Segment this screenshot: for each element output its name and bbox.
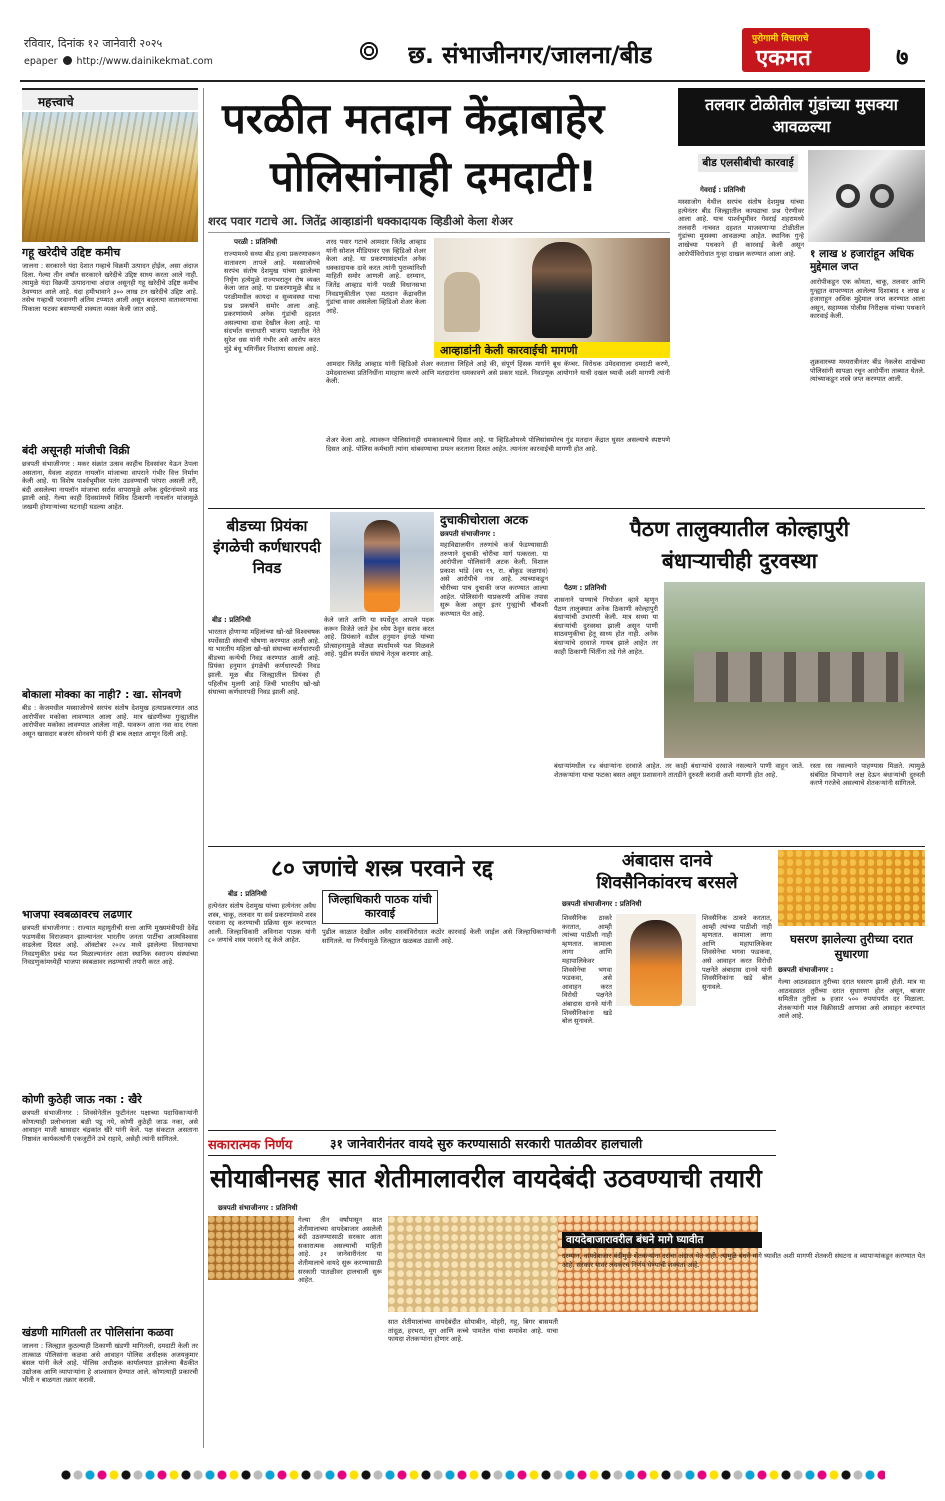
brief-text: जालना : जिल्ह्यात कुठल्याही ठिकाणी खंडणी मागितली, दमदाटी केली तर तात्काळ पोलिसांना कळवा असे आवाहन पोलिस अधीक्षक अजयकुमार बंसल यांनी केले आहे. पोलिस अधीक्षक कार्यालयात झालेल्या बैठकीत उद्योजक आणि व्यापाऱ्यांना हे आश्वासन देण्यात आले. कोणत्याही प्रकारची भीती न बाळगता तक्रार करावी. (22, 1342, 198, 1385)
issue-date: रविवार, दिनांक १२ जानेवारी २०२५ (24, 37, 163, 50)
sidebar-brief-6 (22, 1326, 198, 1454)
handcuffs-icon (836, 184, 860, 208)
tur-dateline: छत्रपती संभाजीनगर : (778, 966, 834, 974)
bike-theft-story (440, 512, 548, 842)
arms-body: हत्येनंतर संतोष देशमुख यांच्या हत्येनंतर अवैध शस्त्र, चाकू, तलवार या सर्व प्रकरणांमध्ये शस्त्र परवाना रद्द करण्याची प्रक्रिया सुरू करण्यात आली. जिल्हाधिकारी अविनाश पाठक यांनी ८० जणांचे शस्त्र परवाने रद्द केले आहेत. (208, 902, 316, 945)
priyanka-headline: बीडच्या प्रियंका इंगळेची कर्णधारपदी निवड (213, 517, 321, 577)
chickpea-photo (208, 1216, 294, 1280)
positive-banner (208, 1130, 776, 1156)
brief-headline: बंदी असूनही मांजीची विक्री (22, 444, 130, 457)
masthead-rule (20, 80, 925, 82)
brief-headline: भाजपा स्वबळावरच लढणार (22, 908, 132, 921)
right-body: मस्साजोग येथील सरपंच संतोष देशमुख यांच्या हत्येनंतर बीड जिल्ह्यातील कायद्याचा प्रश्न ऐरणीवर आला आहे. याच पार्श्वभूमीवर गेवराई शहरामध्ये तलवारी नाचवत दहशत माजवणाऱ्या टोळीतील गुंडांच्या मुसक्या आवळल्या आहेत. स्थानिक गुन्हे शाखेच्या पथकाने ही कारवाई केली असून आरोपींविरोधात गुन्हा दाखल करण्यात आला आहे. (678, 198, 804, 258)
globe-icon (63, 56, 72, 65)
lentil-photo (778, 850, 925, 926)
lead-story (208, 88, 670, 506)
epaper-url: http://www.dainikekmat.com (76, 56, 213, 67)
lead-body-col2: शरद पवार गटाचे आमदार जितेंद्र आव्हाड यांनी सोशल मीडियावर एक व्हिडिओ शेअर केला आहे. या प्रकरणासंदर्भात अनेक धक्कादायक दावे करत त्यांनी पुराव्यांनिशी माहिती समोर आणली आहे. दरम्यान, जितेंद्र आव्हाड यांनी परळी विधानसभा निवडणुकीतील एका मतदान केंद्रावरील गुंडांचा वावर असलेला व्हिडिओ शेअर केला आहे. (326, 238, 426, 315)
lead-photo (434, 238, 670, 342)
lead-headline-line2: पोलिसांनाही दमदाटी! (270, 152, 598, 201)
dam-photo (664, 582, 925, 758)
soybean-body: गेल्या तीन वर्षांपासून सात शेतीमालाच्या वायदेबाजार असलेली बंदी उठवण्यासाठी सरकार आता सकारात्मक असल्याची माहिती आहे. ३१ जानेवारीनंतर या शेतीमालाचे वायदे सुरू करण्यासाठी सरकारी पातळीवर हालचाली सुरू आहेत. (298, 1216, 382, 1285)
bike-theft-dateline: छत्रपती संभाजीनगर : (440, 530, 496, 538)
masthead (0, 0, 945, 84)
right-body-2: शुक्रवारच्या मध्यरात्रीनंतर बीड नेकलेस शाखेच्या पोलिसांनी सापळा रचून आरोपींना ताब्यात घेतले. त्यांच्याकडून शस्त्रे जप्त करण्यात आली. (810, 358, 925, 384)
arms-box-title: जिल्हाधिकारी पाठक यांची कारवाई (322, 890, 438, 924)
priyanka-body-2: केले जाते आणि या स्पर्धेतून आपले पदक करून विजेते जाते हेच ध्येय ठेवून सराव करत आहे. प्रियंकाने वडील हनुमान इंगळे यांच्या प्रोत्साहनामुळे मोठ्या स्पर्धांमध्ये यश मिळवले आहे. पुढील स्पर्धेत संघाचे नेतृत्व करणार आहे. (324, 616, 434, 659)
right-headline: तलवार टोळीतील गुंडांच्या मुसक्या आवळल्या (678, 88, 925, 146)
registration-dots (60, 1470, 885, 1480)
sidebar-brief-2 (22, 444, 198, 684)
tur-label: घसरण झालेल्या तुरीच्या दरात सुधारणा (790, 932, 913, 961)
footer-color-bar (0, 1462, 945, 1484)
lead-subhead-rule (208, 232, 670, 233)
brief-text: छत्रपती संभाजीनगर : शिवसेनेतील फुटीनंतर पक्षाच्या पदाधिकाऱ्यांनी कोणत्याही प्रलोभनाला बळी पडू नये, कोणी कुठेही जाऊ नका, असे आवाहन माजी खासदार चंद्रकांत खैरे यांनी केले. पक्ष संकटात असताना निष्ठावंत कार्यकर्त्यांनी एकजुटीने उभे राहावे, असेही त्यांनी सांगितले. (22, 1109, 198, 1143)
crowd-figure (444, 272, 480, 332)
athlete-figure (364, 520, 400, 612)
arms-dateline: बीड : प्रतिनिधी (228, 890, 267, 898)
sidebar-brief-4 (22, 908, 198, 1083)
right-dateline: गेवराई : प्रतिनिधी (700, 186, 746, 194)
right-kicker: बीड एलसीबीची कारवाई (698, 154, 798, 172)
ambadas-body-2: शिवसैनिक ठाकरे करतात, आम्ही त्यांच्या पाठीशी नाही म्हणतात. कामाला लागा आणि महापालिकेवर शिवसेनेचा भगवा फडकवा, असे आवाहन करत विरोधी पक्षनेते अंबादास दानवे यांनी शिवसैनिकांना खडे बोल सुनावले. (702, 914, 772, 991)
brief-headline: कोणी कुठेही जाऊ नका : खैरे (22, 1093, 142, 1106)
tur-body: गेल्या आठवड्यात तुरीच्या दरात घसरण झाली होती. मात्र या आठवड्यात तुरीच्या दरात सुधारणा होत असून, बाजार समितीत तुरीला ७ हजार ५०० रुपयांपर्यंत दर मिळाला. शेतकऱ्यांनी माल विक्रीसाठी आणावा असे आवाहन करण्यात आले आहे. (778, 978, 925, 1021)
futures-box-title: वायदेबाजारावरील बंधने मागे घ्यावीत (562, 1232, 762, 1248)
band2-rule (208, 846, 925, 847)
lead-photo-caption: आव्हाडांनी केली कारवाईची मागणी (434, 342, 670, 358)
brief-headline: बोकाला मोक्का का नाही? : खा. सोनवणे (22, 689, 182, 701)
soybean-dateline: छत्रपती संभाजीनगर : प्रतिनिधी (218, 1204, 298, 1212)
brand-logo (742, 28, 870, 72)
right-callout-text: आरोपीकडून एक कोयता, चाकू, तलवार आणि गुन्ह्यात वापरण्यात आलेल्या दिशाबाद १ लाख ४ हजाराहून अधिक मुद्देमाल जप्त करण्यात आला असून, सहाय्यक पोलीस निरीक्षक यांच्या पथकाने कारवाई केली. (810, 278, 925, 321)
arms-body-2: पुढील काळात देखील अवैध शस्त्रांविरोधात कठोर कारवाई केली जाईल असे जिल्हाधिकाऱ्यांनी सांगितले. या निर्णयामुळे जिल्ह्यात खळबळ उडाली आहे. (322, 928, 556, 945)
politician-portrait (532, 242, 592, 338)
color-registration-mark (360, 42, 378, 60)
sidebar-brief-3 (22, 688, 198, 868)
priyanka-photo (330, 512, 434, 612)
ambadas-headline-1: अंबादास दानवे (621, 851, 713, 871)
ambadas-body: शिवसैनिक ठाकरे करतात, आम्ही त्यांच्या पाठीशी नाही म्हणतात. कामाला लागा आणि महापालिकेवर शिवसेनेचा भगवा फडकवा, असे आवाहन करत विरोधी पक्षनेते अंबादास दानवे यांनी शिवसैनिकांना खडे बोल सुनावले. (562, 914, 612, 1026)
page-number: ७ (896, 43, 909, 71)
sidebar-label (22, 88, 198, 110)
right-story (678, 88, 925, 506)
brief-text: बीड : केजमधील मस्साजोगचे सरपंच संतोष देशमुख हत्याप्रकरणात आठ आरोपींवर मकोका लावण्यात आला आहे. मात्र खंडणीच्या गुन्ह्यातील आरोपीवर मकोका लावण्यात आलेला नाही. यावरून आता नवा वाद रंगला असून खासदार बजरंग सोनवणे यांनी ही बाब लक्षात आणून दिली आहे. (22, 704, 198, 738)
dam-wall (694, 652, 904, 702)
ambadas-photo (616, 914, 696, 1006)
brand-name: एकमत (756, 46, 811, 71)
wheat-photo (22, 112, 198, 242)
handcuffs-icon-ring (870, 184, 894, 208)
priyanka-body: भारतात होणाऱ्या महिलांच्या खो-खो विश्वचषक स्पर्धेसाठी संघाची घोषणा करण्यात आली आहे. या भारतीय महिला खो-खो संघाच्या कर्णधारपदी बीडच्या कन्येची निवड करण्यात आली आहे. प्रियंका हनुमान इंगळेची कर्णधारपदी निवड झाली. मूळ बीड जिल्ह्यातील प्रियंका ही पहिलीच मुलगी आहे जिची भारतीय खो-खो संघाच्या कर्णधारपदी निवड झाली आहे. (208, 628, 320, 697)
ambadas-portrait (630, 920, 682, 1006)
sidebar-brief-1 (22, 246, 198, 396)
paithan-body-3: रस्ता रस नसल्याने पाहण्यास मिळते. त्यामुळे संबंधित विभागाने लक्ष देऊन बंधाऱ्यांची दुरुस्ती करणे गरजेचे असल्याचे शेतकऱ्यांनी सांगितले. (810, 762, 925, 788)
lead-dateline: परळी : प्रतिनिधी (234, 238, 278, 246)
lead-headline-line1: परळीत मतदान केंद्राबाहेर (222, 94, 605, 143)
epaper-label: epaper (24, 56, 58, 67)
arms-story (208, 850, 556, 1130)
soybean-headline: सोयाबीनसह सात शेतीमालावरील वायदेबंदी उठवण्याची तयारी (210, 1164, 762, 1193)
right-callout: १ लाख ४ हजारांहून अधिक मुद्देमाल जप्त (810, 248, 914, 273)
ambadas-story (562, 850, 772, 1130)
brief-headline: गहू खरेदीचे उद्दिष्ट कमीच (22, 246, 121, 259)
sidebar (22, 88, 198, 1454)
ambadas-headline-2: शिवसैनिकांवरच बरसले (596, 873, 738, 893)
futures-box-body: दरम्यान, वायदेबाजार बंदीमुळे शेतकऱ्यांना दरांचा अंदाज येत नाही. त्यामुळे बंधने मागे घ्यावीत अशी मागणी शेतकरी संघटना व व्यापाऱ्यांकडून करण्यात येत आहे. सरकार यावर लवकरच निर्णय घेण्याची शक्यता आहे. (562, 1252, 925, 1269)
brief-headline: खंडणी मागितली तर पोलिसांना कळवा (22, 1326, 174, 1339)
lead-photo-text: आमदार जितेंद्र आव्हाड यांनी व्हिडिओ शेअर करताना लिहिले आहे की, संपूर्ण हिंसक मार्गाने बूथ कॅप्चर. विरोधक उमेदवाराला दमदाटी करणे, उमेदवाराच्या प्रतिनिधींना मारहाण करणे आणि मतदारांना धमकावणे असे प्रकार घडले. निवडणूक आयोगाने याची दखल घ्यावी अशी मागणी त्यांनी केली. (326, 360, 670, 386)
sidebar-label-text: महत्त्वाचे (38, 95, 74, 109)
sidebar-divider (203, 88, 204, 1448)
grains-photo (388, 1216, 558, 1312)
band1-rule (208, 508, 925, 509)
futures-box (562, 1232, 925, 1452)
brief-text: छत्रपती संभाजीनगर : मकर संक्रांत उत्सव काहीच दिवसांवर येऊन ठेपला असताना, येवला शहरात नायलॉन मांजाच्या वापराने गंभीर वित्त निर्माण केली आहे. या विशेष पार्श्वभूमीवर पतंग उडवण्याची परंपरा असली तरी, बंदी असलेल्या नायलॉन मांजाचा सर्रास वापरामुळे अनेक दुर्घटनांमध्ये वाढ झाली आहे. गेल्या काही दिवसांमध्ये विविध ठिकाणी नायलॉन मांजामुळे जखमी होणाऱ्यांच्या घटनाही घडल्या आहेत. (22, 460, 198, 511)
paithan-headline-2: बंधाऱ्याचीही दुरवस्था (661, 549, 818, 573)
ambadas-dateline: छत्रपती संभाजीनगर : प्रतिनिधी (562, 900, 642, 908)
paithan-body-2: बंधाऱ्यांमधील १४ बंधाऱ्यांना दरवाजे आहेत. तर काही बंधाऱ्यांचे दरवाजे नसल्याने पाणी वाहून जाते. शेतकऱ्यांना याचा फटका बसत असून प्रशासनाने तातडीने दुरुस्ती करावी अशी मागणी होत आहे. (554, 762, 804, 779)
lead-subhead: शरद पवार गटाचे आ. जितेंद्र आव्हाडांनी धक्कादायक व्हिडीओ केला शेअर (208, 214, 513, 228)
epaper-link[interactable] (24, 56, 213, 67)
handcuffs-photo (808, 150, 925, 242)
edition-title: छ. संभाजीनगर/जालना/बीड (408, 41, 653, 69)
bike-theft-headline: दुचाकीचोराला अटक (440, 513, 529, 527)
brief-text: छत्रपती संभाजीनगर : राज्यात महायुतीची सत्ता आणि मुख्यमंत्रीपदी देवेंद्र फडणवीस विराजमान झाल्यानंतर भारतीय जनता पार्टीचा आत्मविश्वास वाढलेला दिसत आहे. ऑक्टोबर २०२४ मध्ये झालेल्या विधानसभा निवडणुकीत प्रचंड यश मिळाल्यानंतर आता स्थानिक स्वराज्य संस्थांच्या निवडणुकांमध्येही भाजपा स्वबळावर लढण्याची तयारी करत आहे. (22, 924, 198, 967)
positive-label: सकारात्मक निर्णय (208, 1138, 293, 1153)
paithan-headline-1: पैठण तालुक्यातील कोल्हापुरी (629, 517, 850, 541)
priyanka-dateline: बीड : प्रतिनिधी (212, 616, 251, 624)
priyanka-story (208, 512, 434, 842)
positive-line: ३१ जानेवारीनंतर वायदे सुरु करण्यासाठी सरकारी पातळीवर हालचाली (330, 1136, 643, 1151)
brief-text: जालना : सरकारने यंदा देशात गव्हाचे विक्रमी उत्पादन होईल, असा अंदाज दिला. गेल्या तीन वर्षांत सरकारने खरेदीचे उद्दिष्ट साध्य करता आले नाही. त्यामुळे यंदा विक्रमी उत्पादनाचा अंदाज असूनही गहू खरेदीचे उद्दिष्ट कमीच ठेवण्यात आले आहे. यंदा हमीभावाने ३०० लाख टन खरेदीचे उद्दिष्ट आहे. तसेच गव्हाची परवानगी अंतिम टप्प्यात आली असून बदलत्या वातावरणाचा पिकाला फटका बसण्याची शक्यता व्यक्त केली जात आहे. (22, 262, 198, 313)
lead-body-col1: राज्यामध्ये सध्या बीड हत्या प्रकरणावरून वातावरण तापले आहे. मस्साजोगचे सरपंच संतोष देशमुख यांच्या झालेल्या निर्घृण हत्येमुळे राज्यभरातून रोष व्यक्त केला जात आहे. या प्रकरणामुळे बीड व परळीमधील कायदा व सुव्यवस्था याचा प्रश्न प्रकर्षाने समोर आला आहे. प्रकरणांमध्ये अनेक गुंडांची दहशत असल्याचा दावा देखील केला आहे. या संदर्भात सत्ताधारी भाजपा पक्षातील नेते सुरेश धस यांनी गंभीर असे आरोप करत मुंडे बंधू भगिनींवर निशाणा साधला आहे. (224, 250, 320, 353)
soybean-body-2: सात शेतीमालांच्या वायदेबंदीत सोयाबीन, मोहरी, गहू, बिगर बासमती तांदूळ, हरभरा, मूग आणि कच्चे पामतेल यांचा समावेश आहे. याचा फायदा शेतकऱ्यांना होणार आहे. (388, 1318, 558, 1344)
paithan-body: शासनाने पाण्याचे नियोजन व्हावे म्हणून पैठण तालुक्यात अनेक ठिकाणी कोल्हापुरी बंधाऱ्यांची उभारणी केली. मात्र सध्या या बंधाऱ्यांची दुरवस्था झाली असून पाणी साठवणुकीचा हेतू साध्य होत नाही. अनेक बंधाऱ्यांचे दरवाजे गायब झाले आहेत तर काही ठिकाणी भिंतींना तडे गेले आहेत. (554, 596, 658, 656)
paithan-dateline: पैठण : प्रतिनिधी (564, 584, 607, 592)
brand-tagline: पुरोगामी विचाराचे (752, 34, 809, 44)
sidebar-brief-5 (22, 1093, 198, 1318)
lead-body-bottom: शेअर केला आहे. त्यावरून पोलिसांनाही धमकावल्याचे दिसत आहे. या व्हिडिओमध्ये पोलिसांसमोरच गुंड मतदान केंद्रात घुसत असल्याचे स्पष्टपणे दिसत आहे. पोलिस कर्मचारी त्यांना थांबवण्याचा प्रयत्न करताना दिसत आहेत. त्यानंतर कारवाईची मागणी होत आहे. (326, 436, 670, 453)
paithan-story (554, 512, 925, 842)
arms-headline: ८० जणांचे शस्त्र परवाने रद्द (270, 856, 493, 882)
bike-theft-body: महाविद्यालयीन तरुणांचे कर्ज फेडण्यासाठी तरुणाने दुचाकी चोरीचा मार्ग पत्करला. या आरोपीला पोलिसांनी अटक केली. विशाल प्रकाश भांडे (वय १९, रा. बोकुड जळगाव) असे आरोपीचे नाव आहे. त्याच्याकडून चोरीच्या पाच दुचाकी जप्त करण्यात आल्या आहेत. पोलिसांनी याप्रकरणी अधिक तपास सुरू केला असून इतर गुन्ह्यांची चौकशी करण्यात येत आहे. (440, 541, 548, 618)
